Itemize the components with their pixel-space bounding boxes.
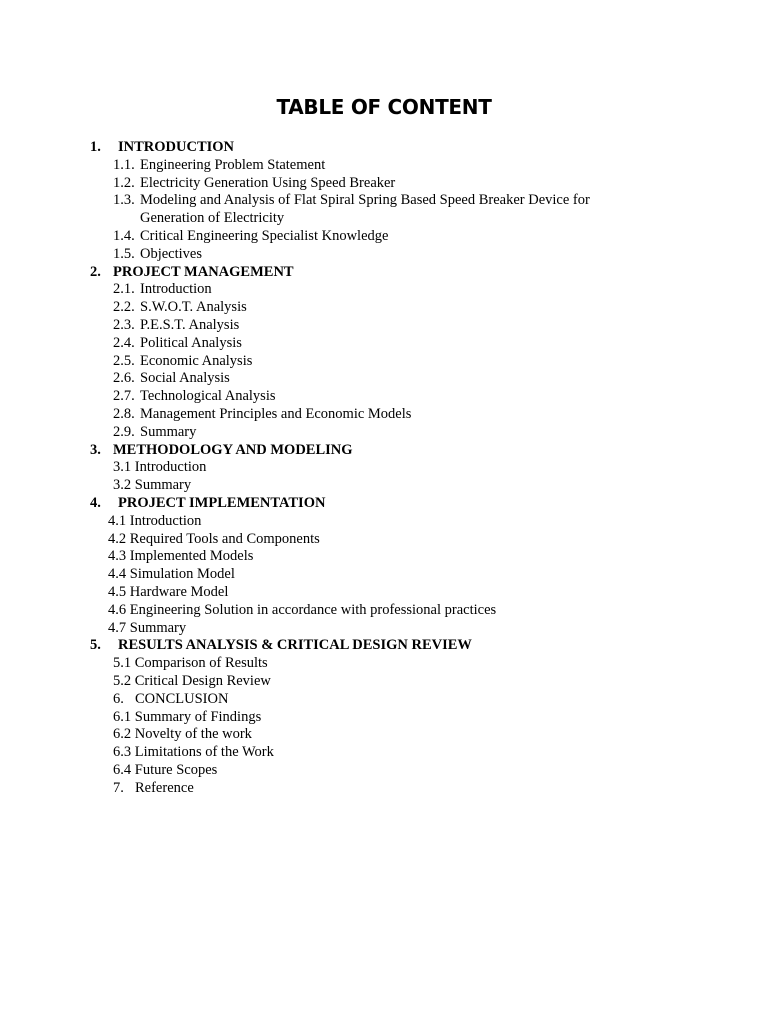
toc-item [0,175,768,193]
section-title: RESULTS ANALYSIS & CRITICAL DESIGN REVIEW [118,637,472,654]
item-text: Summary [140,423,197,440]
toc-item [0,673,768,691]
toc-item [0,281,768,299]
item-number: 2.7. [113,388,135,405]
section-title: INTRODUCTION [118,139,235,155]
section-title: PROJECT MANAGEMENT [113,263,294,280]
item-text-continuation: Generation of Electricity [140,210,285,227]
toc-item [0,709,768,727]
section-number: 1. [90,139,101,155]
item-text: Electricity Generation Using Speed Breaker [140,174,396,191]
toc-item [0,192,768,210]
toc-item [0,353,768,371]
item-text: Technological Analysis [140,388,276,405]
toc-section-6 [0,691,768,709]
item-text: Social Analysis [140,370,230,387]
toc-item [0,317,768,335]
toc-item [0,531,768,549]
item-text: P.E.S.T. Analysis [140,316,240,333]
toc-section-7 [0,780,768,798]
toc-item [0,744,768,762]
toc-item [0,655,768,673]
item-text: 6.1 Summary of Findings [113,708,262,725]
item-text: Critical Engineering Specialist Knowledge [140,227,389,244]
item-text: Economic Analysis [140,352,253,369]
item-text: 4.1 Introduction [108,512,202,529]
toc-item [0,566,768,584]
toc-item [0,246,768,264]
section-number: 7. [113,779,124,796]
item-text: Modeling and Analysis of Flat Spiral Spring Based Speed Breaker Device for [140,192,590,209]
item-number: 1.5. [113,245,135,262]
toc-item [0,584,768,602]
item-text: 4.6 Engineering Solution in accordance with professional practices [108,601,497,618]
section-title: CONCLUSION [135,690,229,707]
item-text: 6.2 Novelty of the work [113,726,252,743]
toc-item [0,726,768,744]
toc-item [0,459,768,477]
item-number: 2.9. [113,423,135,440]
item-text: 5.1 Comparison of Results [113,655,268,672]
item-text: 4.3 Implemented Models [108,548,254,565]
toc-item [0,548,768,566]
toc-item [0,406,768,424]
item-text: 5.2 Critical Design Review [113,672,271,689]
toc-item [0,157,768,175]
item-number: 2.8. [113,405,135,422]
item-number: 2.1. [113,281,135,298]
toc-item [0,602,768,620]
page-title: TABLE OF CONTENT [276,95,492,119]
toc-item [0,513,768,531]
item-text: 6.3 Limitations of the Work [113,744,274,761]
toc-item [0,370,768,388]
section-number: 5. [90,637,101,654]
section-title: METHODOLOGY AND MODELING [113,441,353,458]
item-number: 2.2. [113,299,135,316]
toc-item [0,424,768,442]
item-text: Objectives [140,245,203,262]
item-text: Engineering Problem Statement [140,156,326,173]
item-number: 2.4. [113,334,135,351]
toc-item [0,620,768,638]
item-text: Introduction [140,281,212,298]
toc-item [0,762,768,780]
item-number: 1.3. [113,192,135,209]
item-text: 4.5 Hardware Model [108,583,229,600]
item-text: S.W.O.T. Analysis [140,299,247,316]
section-title: PROJECT IMPLEMENTATION [118,494,326,511]
item-number: 1.1. [113,156,135,173]
section-number: 4. [90,494,101,511]
toc-item [0,228,768,246]
item-text: 4.4 Simulation Model [108,566,235,583]
section-title: Reference [135,779,194,796]
item-number: 2.3. [113,316,135,333]
toc-item [0,388,768,406]
item-text: Management Principles and Economic Models [140,405,412,422]
toc-section-4 [0,495,768,513]
section-number: 6. [113,690,124,707]
item-number: 1.4. [113,227,135,244]
toc-section-5 [0,637,768,655]
section-number: 2. [90,263,101,280]
section-number: 3. [90,441,101,458]
item-number: 1.2. [113,174,135,191]
item-text: 4.7 Summary [108,619,187,636]
item-text: 6.4 Future Scopes [113,761,218,778]
toc-item [0,335,768,353]
item-text: 4.2 Required Tools and Components [108,530,320,547]
toc-item [0,477,768,495]
toc-section-1 [0,139,768,157]
item-text: 3.1 Introduction [113,459,207,476]
toc-section-3 [0,442,768,460]
toc-item-continuation [0,210,768,228]
item-text: 3.2 Summary [113,477,192,494]
toc-item [0,299,768,317]
toc-section-2 [0,264,768,282]
table-of-contents [0,139,768,797]
item-number: 2.6. [113,370,135,387]
item-number: 2.5. [113,352,135,369]
item-text: Political Analysis [140,334,242,351]
